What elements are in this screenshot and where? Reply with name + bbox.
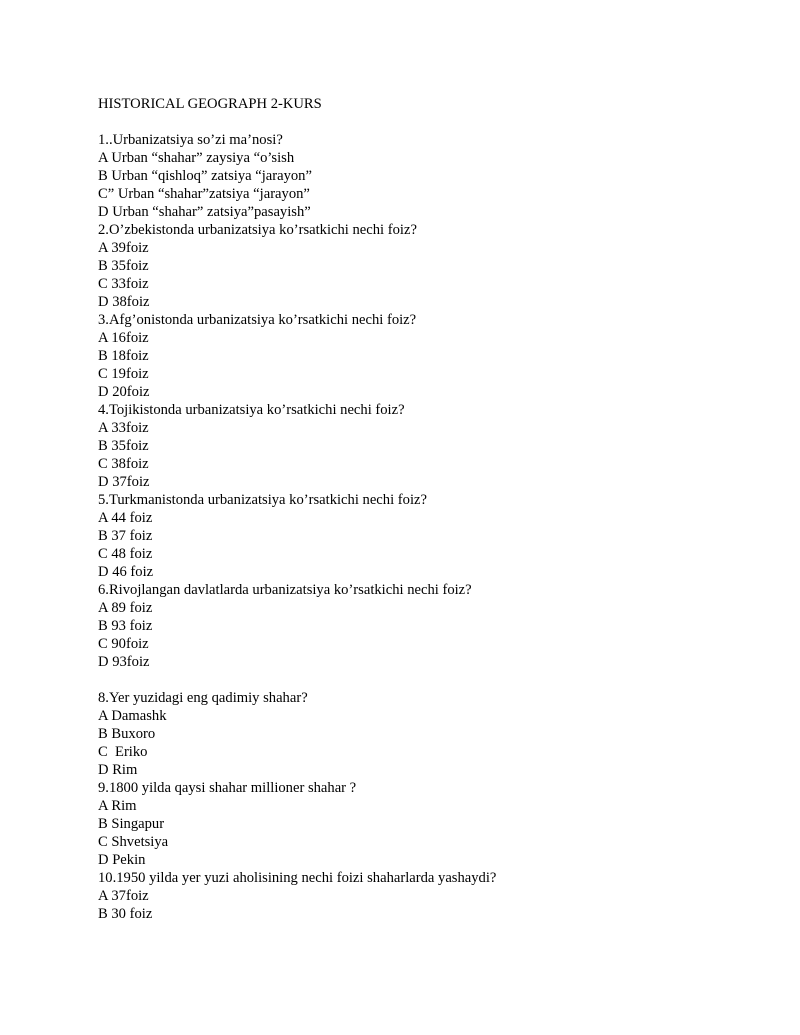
- question-block: [98, 581, 758, 671]
- answer-option: C 19foiz: [98, 366, 149, 382]
- question-text: 8.Yer yuzidagi eng qadimiy shahar?: [98, 690, 308, 706]
- question-block: [98, 131, 758, 221]
- question-text: 2.O’zbekistonda urbanizatsiya ko’rsatkichi nechi foiz?: [98, 222, 417, 238]
- blank-line: [98, 671, 758, 689]
- answer-option: D Pekin: [98, 852, 146, 868]
- question-text: 9.1800 yilda qaysi shahar millioner shahar ?: [98, 780, 357, 796]
- answer-option: D 37foiz: [98, 474, 150, 490]
- answer-option: C 38foiz: [98, 456, 149, 472]
- question-text: 5.Turkmanistonda urbanizatsiya ko’rsatkichi nechi foiz?: [98, 492, 427, 508]
- answer-option: C Eriko: [98, 744, 148, 760]
- answer-option: A 16foiz: [98, 330, 149, 346]
- answer-option: D 46 foiz: [98, 564, 154, 580]
- answer-option: C” Urban “shahar”zatsiya “jarayon”: [98, 186, 310, 202]
- question-block: [98, 311, 758, 401]
- answer-option: B 30 foiz: [98, 906, 153, 922]
- answer-option: A 39foiz: [98, 240, 149, 256]
- question-block: [98, 221, 758, 311]
- answer-option: A 37foiz: [98, 888, 149, 904]
- answer-option: B 35foiz: [98, 258, 149, 274]
- question-text: 6.Rivojlangan davlatlarda urbanizatsiya ko’rsatkichi nechi foiz?: [98, 582, 472, 598]
- question-block: [98, 401, 758, 491]
- answer-option: D 93foiz: [98, 654, 150, 670]
- answer-option: C 33foiz: [98, 276, 149, 292]
- answer-option: C 48 foiz: [98, 546, 153, 562]
- answer-option: B Buxoro: [98, 726, 156, 742]
- question-block: [98, 689, 758, 779]
- answer-option: B 93 foiz: [98, 618, 153, 634]
- question-text: 3.Afg’onistonda urbanizatsiya ko’rsatkichi nechi foiz?: [98, 312, 417, 328]
- answer-option: A Rim: [98, 798, 137, 814]
- answer-option: D Urban “shahar” zatsiya”pasayish”: [98, 204, 311, 220]
- document-content: [98, 95, 758, 923]
- answer-option: B Urban “qishloq” zatsiya “jarayon”: [98, 168, 312, 184]
- answer-option: B Singapur: [98, 816, 165, 832]
- answer-option: C 90foiz: [98, 636, 149, 652]
- answer-option: D 20foiz: [98, 384, 150, 400]
- answer-option: A 89 foiz: [98, 600, 153, 616]
- blank-line: [98, 113, 758, 131]
- answer-option: B 37 foiz: [98, 528, 153, 544]
- answer-option: A Damashk: [98, 708, 167, 724]
- answer-option: D Rim: [98, 762, 138, 778]
- question-text: 10.1950 yilda yer yuzi aholisining nechi foizi shaharlarda yashaydi?: [98, 870, 497, 886]
- answer-option: C Shvetsiya: [98, 834, 169, 850]
- document-title: HISTORICAL GEOGRAPH 2-KURS: [98, 96, 322, 112]
- answer-option: B 35foiz: [98, 438, 149, 454]
- answer-option: A Urban “shahar” zaysiya “o’sish: [98, 150, 295, 166]
- answer-option: D 38foiz: [98, 294, 150, 310]
- answer-option: B 18foiz: [98, 348, 149, 364]
- question-text: 4.Tojikistonda urbanizatsiya ko’rsatkichi nechi foiz?: [98, 402, 405, 418]
- question-block: [98, 491, 758, 581]
- question-block: [98, 869, 758, 923]
- answer-option: A 33foiz: [98, 420, 149, 436]
- question-text: 1..Urbanizatsiya so’zi ma’nosi?: [98, 132, 283, 148]
- answer-option: A 44 foiz: [98, 510, 153, 526]
- question-block: [98, 779, 758, 869]
